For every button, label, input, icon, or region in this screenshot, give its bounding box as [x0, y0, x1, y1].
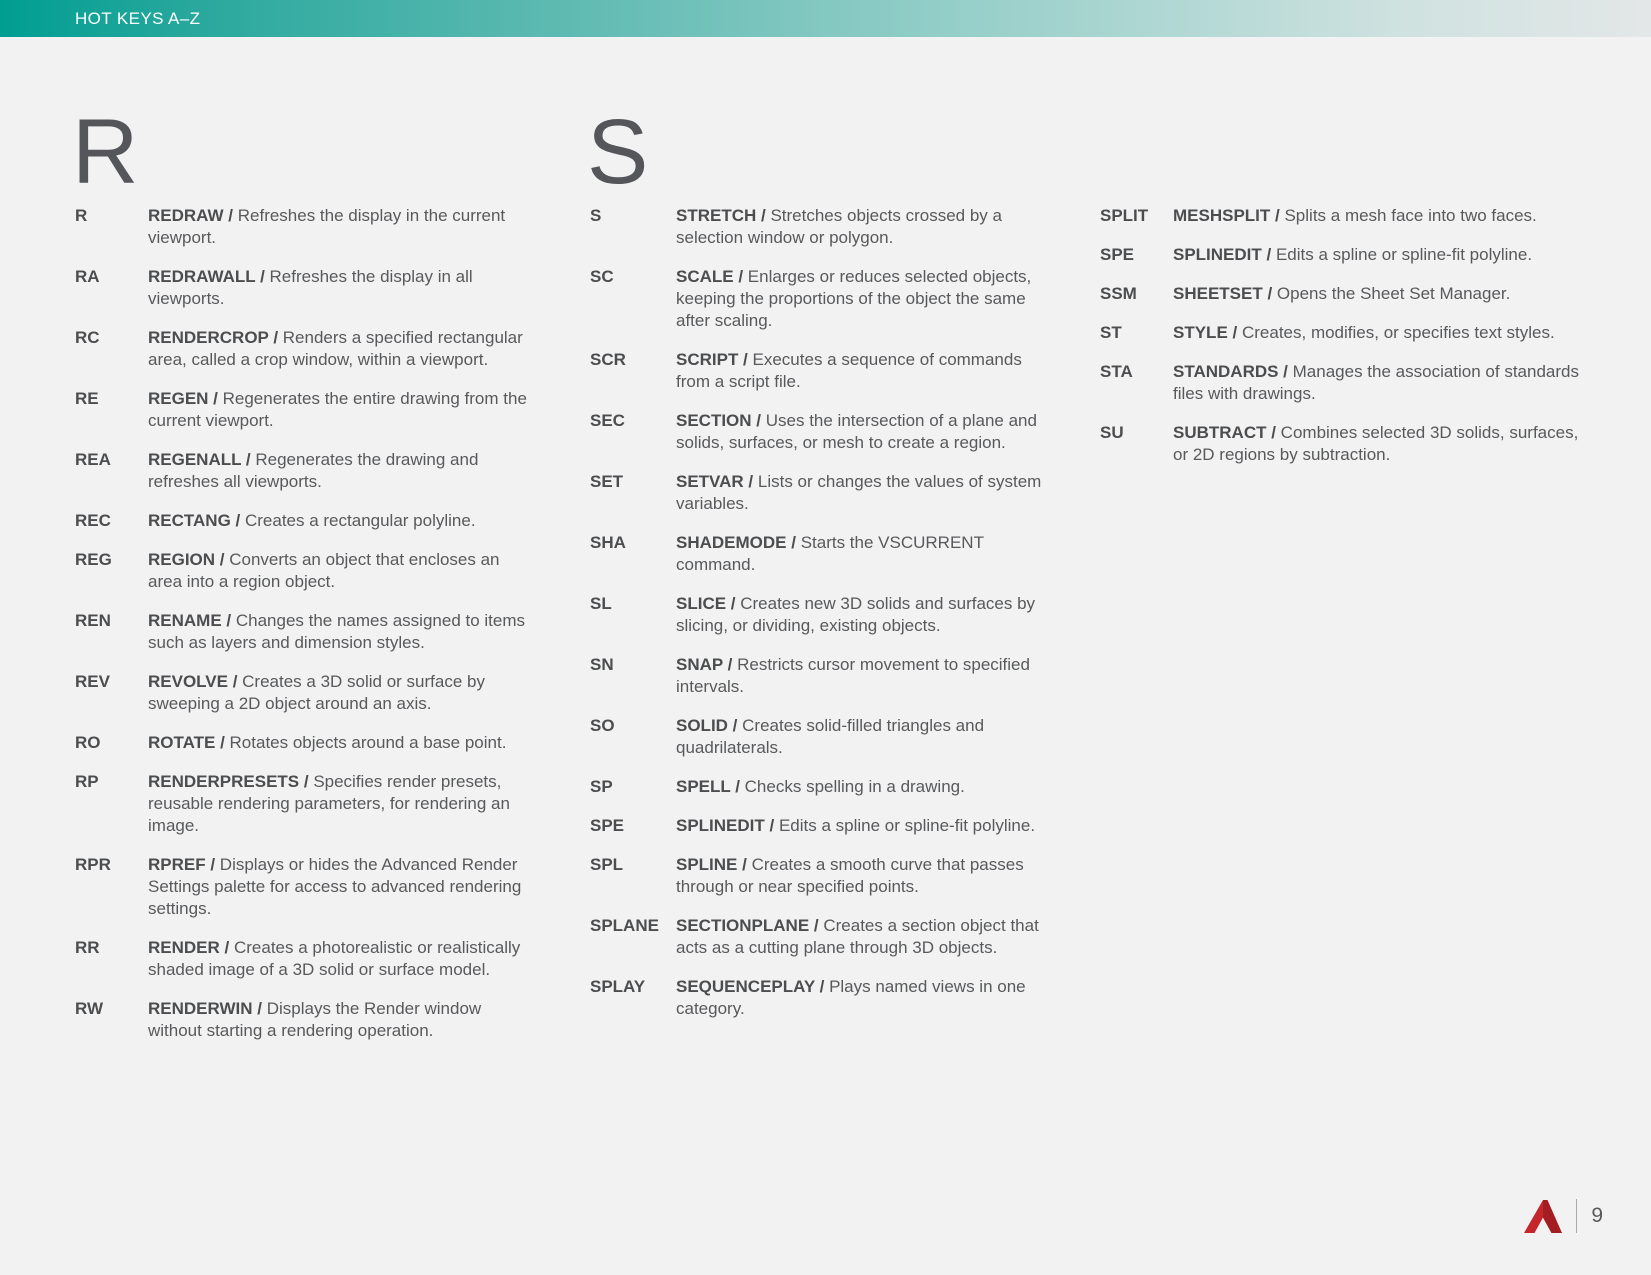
command-name: RENDERWIN / — [148, 999, 267, 1018]
hotkey-entry — [75, 388, 537, 432]
hotkey-description: SEQUENCEPLAY / Plays named views in one category. — [676, 977, 1026, 1018]
hotkey-key: REV — [75, 672, 110, 691]
hotkey-entry — [590, 976, 1042, 1020]
hotkey-key: SPLIT — [1100, 206, 1149, 225]
command-name: SCALE / — [676, 267, 748, 286]
hotkey-entry — [590, 854, 1042, 898]
hotkey-entry — [590, 715, 1042, 759]
command-name: REGEN / — [148, 389, 223, 408]
hotkey-entry — [590, 410, 1042, 454]
hotkey-entry — [1100, 283, 1595, 305]
hotkey-entry — [590, 532, 1042, 576]
hotkey-key: RW — [75, 999, 104, 1018]
hotkey-entry — [1100, 244, 1595, 266]
command-name: SETVAR / — [676, 472, 758, 491]
command-name: SECTIONPLANE / — [676, 916, 824, 935]
hotkey-key: SO — [590, 716, 615, 735]
hotkey-description: RENDERCROP / Renders a specified rectangular area, called a crop window, within a viewport. — [148, 328, 523, 369]
hotkey-entry — [1100, 205, 1595, 227]
hotkey-key: SPLANE — [590, 916, 659, 935]
hotkey-description: REGION / Converts an object that encloses an area into a region object. — [148, 550, 500, 591]
hotkey-key: RO — [75, 733, 101, 752]
hotkey-description: REVOLVE / Creates a 3D solid or surface by sweeping a 2D object around an axis. — [148, 672, 485, 713]
command-name: SLICE / — [676, 594, 741, 613]
hotkey-key: SEC — [590, 411, 625, 430]
hotkey-description: SPLINEDIT / Edits a spline or spline-fit polyline. — [1173, 245, 1533, 264]
hotkey-description: SPLINE / Creates a smooth curve that passes through or near specified points. — [676, 855, 1024, 896]
command-name: RENDER / — [148, 938, 234, 957]
command-name: STRETCH / — [676, 206, 771, 225]
hotkey-key: REN — [75, 611, 111, 630]
hotkey-entry — [75, 671, 537, 715]
hotkey-description: STYLE / Creates, modifies, or specifies text styles. — [1173, 323, 1555, 342]
hotkey-key: RE — [75, 389, 99, 408]
hotkey-key: SSM — [1100, 284, 1137, 303]
hotkey-key: SP — [590, 777, 613, 796]
hotkey-key: SPE — [1100, 245, 1135, 264]
hotkey-key: SCR — [590, 350, 626, 369]
hotkey-column — [587, 101, 1042, 1037]
hotkey-key: RC — [75, 328, 100, 347]
hotkey-description: MESHSPLIT / Splits a mesh face into two faces. — [1173, 206, 1537, 225]
hotkey-description: RECTANG / Creates a rectangular polyline. — [148, 511, 476, 530]
command-name: MESHSPLIT / — [1173, 206, 1285, 225]
hotkey-description: SPLINEDIT / Edits a spline or spline-fit polyline. — [676, 816, 1036, 835]
command-name: REGENALL / — [148, 450, 256, 469]
command-name: SHADEMODE / — [676, 533, 801, 552]
hotkey-key: REC — [75, 511, 111, 530]
hotkey-entry — [590, 593, 1042, 637]
hotkey-entry — [1100, 322, 1595, 344]
hotkey-description: RENDERWIN / Displays the Render window without starting a rendering operation. — [148, 999, 482, 1040]
hotkey-key: SHA — [590, 533, 626, 552]
hotkey-column — [72, 101, 537, 1059]
section-letter: R — [72, 101, 139, 203]
hotkey-key: RR — [75, 938, 100, 957]
command-name: RENDERCROP / — [148, 328, 283, 347]
hotkey-description: REDRAWALL / Refreshes the display in all viewports. — [148, 267, 473, 308]
hotkey-description: SETVAR / Lists or changes the values of system variables. — [676, 472, 1042, 513]
hotkey-key: SN — [590, 655, 614, 674]
hotkey-entry — [1100, 361, 1595, 405]
hotkey-description: RENDER / Creates a photorealistic or realistically shaded image of a 3D solid or surface model. — [148, 938, 521, 979]
hotkey-entry — [590, 915, 1042, 959]
hotkey-entry — [75, 937, 537, 981]
hotkey-description: RENAME / Changes the names assigned to items such as layers and dimension styles. — [148, 611, 526, 652]
hotkey-entry — [590, 654, 1042, 698]
command-name: REDRAWALL / — [148, 267, 270, 286]
command-name: SNAP / — [676, 655, 738, 674]
command-name: REDRAW / — [148, 206, 238, 225]
hotkey-description: SCRIPT / Executes a sequence of commands from a script file. — [676, 350, 1022, 391]
command-name: SECTION / — [676, 411, 766, 430]
command-name: STANDARDS / — [1173, 362, 1293, 381]
hotkey-key: SL — [590, 594, 612, 613]
page-title: HOT KEYS A–Z — [75, 9, 201, 28]
command-name: SPLINE / — [676, 855, 752, 874]
hotkey-entry — [75, 327, 537, 371]
hotkey-entry — [75, 732, 537, 754]
hotkey-entry — [590, 349, 1042, 393]
command-name: RENDERPRESETS / — [148, 772, 314, 791]
command-name: ROTATE / — [148, 733, 230, 752]
command-name: RPREF / — [148, 855, 220, 874]
hotkey-key: SET — [590, 472, 624, 491]
hotkey-description: ROTATE / Rotates objects around a base point. — [148, 733, 507, 752]
hotkey-description: REGENALL / Regenerates the drawing and refreshes all viewports. — [148, 450, 479, 491]
command-name: REVOLVE / — [148, 672, 243, 691]
command-name: SCRIPT / — [676, 350, 753, 369]
section-letter: S — [587, 101, 649, 203]
hotkey-description: STRETCH / Stretches objects crossed by a selection window or polygon. — [676, 206, 1002, 247]
hotkey-key: SPLAY — [590, 977, 646, 996]
hotkey-entry — [75, 205, 537, 249]
header-bar — [0, 0, 1651, 37]
hotkey-column — [1100, 108, 1595, 483]
command-name: SPLINEDIT / — [676, 816, 779, 835]
hotkey-entry — [75, 510, 537, 532]
hotkey-description: REDRAW / Refreshes the display in the current viewport. — [148, 206, 506, 247]
hotkey-entry — [590, 815, 1042, 837]
hotkey-entry — [75, 266, 537, 310]
hotkey-entry — [75, 998, 537, 1042]
hotkey-key: SC — [590, 267, 614, 286]
command-name: SEQUENCEPLAY / — [676, 977, 830, 996]
hotkey-key: SPL — [590, 855, 624, 874]
hotkey-key: SPE — [590, 816, 625, 835]
command-name: RENAME / — [148, 611, 236, 630]
hotkey-description: SCALE / Enlarges or reduces selected objects, keeping the proportions of the object the same after scaling. — [676, 267, 1032, 330]
hotkey-description: SECTIONPLANE / Creates a section object that acts as a cutting plane through 3D objects. — [676, 916, 1039, 957]
footer-divider — [1576, 1199, 1577, 1233]
hotkey-description: RENDERPRESETS / Specifies render presets, reusable rendering parameters, for rendering an image. — [148, 772, 510, 835]
autocad-logo-icon — [1524, 1200, 1562, 1233]
hotkey-description: SLICE / Creates new 3D solids and surfaces by slicing, or dividing, existing objects. — [676, 594, 1036, 635]
hotkey-entry — [590, 776, 1042, 798]
command-name: REGION / — [148, 550, 230, 569]
hotkey-entry — [75, 610, 537, 654]
hotkey-entry — [75, 549, 537, 593]
hotkey-key: R — [75, 206, 88, 225]
hotkey-description: RPREF / Displays or hides the Advanced Render Settings palette for access to advanced rendering settings. — [148, 855, 522, 918]
hotkey-key: RPR — [75, 855, 111, 874]
hotkey-entry — [75, 854, 537, 920]
hotkey-entry — [1100, 422, 1595, 466]
hotkey-description: SUBTRACT / Combines selected 3D solids, surfaces, or 2D regions by subtraction. — [1173, 423, 1579, 464]
hotkey-key: STA — [1100, 362, 1133, 381]
hotkey-description: SHEETSET / Opens the Sheet Set Manager. — [1173, 284, 1511, 303]
hotkey-key: S — [590, 206, 602, 225]
command-name: SPLINEDIT / — [1173, 245, 1276, 264]
hotkey-description: STANDARDS / Manages the association of standards files with drawings. — [1173, 362, 1579, 403]
hotkey-key: RP — [75, 772, 99, 791]
hotkey-description: SOLID / Creates solid-filled triangles and quadrilaterals. — [676, 716, 985, 757]
hotkey-key: ST — [1100, 323, 1122, 342]
command-name: SUBTRACT / — [1173, 423, 1281, 442]
hotkey-key: REA — [75, 450, 111, 469]
command-name: SOLID / — [676, 716, 743, 735]
hotkey-entry — [590, 205, 1042, 249]
hotkey-entry — [590, 266, 1042, 332]
hotkey-key: SU — [1100, 423, 1124, 442]
hotkey-description: SPELL / Checks spelling in a drawing. — [676, 777, 965, 796]
hotkey-description: SNAP / Restricts cursor movement to specified intervals. — [676, 655, 1030, 696]
command-name: SPELL / — [676, 777, 745, 796]
hotkey-key: REG — [75, 550, 112, 569]
page-number: 9 — [1591, 1204, 1603, 1227]
page-footer — [1524, 1199, 1603, 1233]
command-name: STYLE / — [1173, 323, 1242, 342]
hotkey-entry — [590, 471, 1042, 515]
hotkey-entry — [75, 771, 537, 837]
hotkey-key: RA — [75, 267, 100, 286]
command-name: SHEETSET / — [1173, 284, 1277, 303]
command-name: RECTANG / — [148, 511, 245, 530]
hotkey-description: SHADEMODE / Starts the VSCURRENT command. — [676, 533, 984, 574]
hotkey-description: SECTION / Uses the intersection of a plane and solids, surfaces, or mesh to create a region. — [676, 411, 1037, 452]
hotkey-description: REGEN / Regenerates the entire drawing from the current viewport. — [148, 389, 527, 430]
hotkey-entry — [75, 449, 537, 493]
